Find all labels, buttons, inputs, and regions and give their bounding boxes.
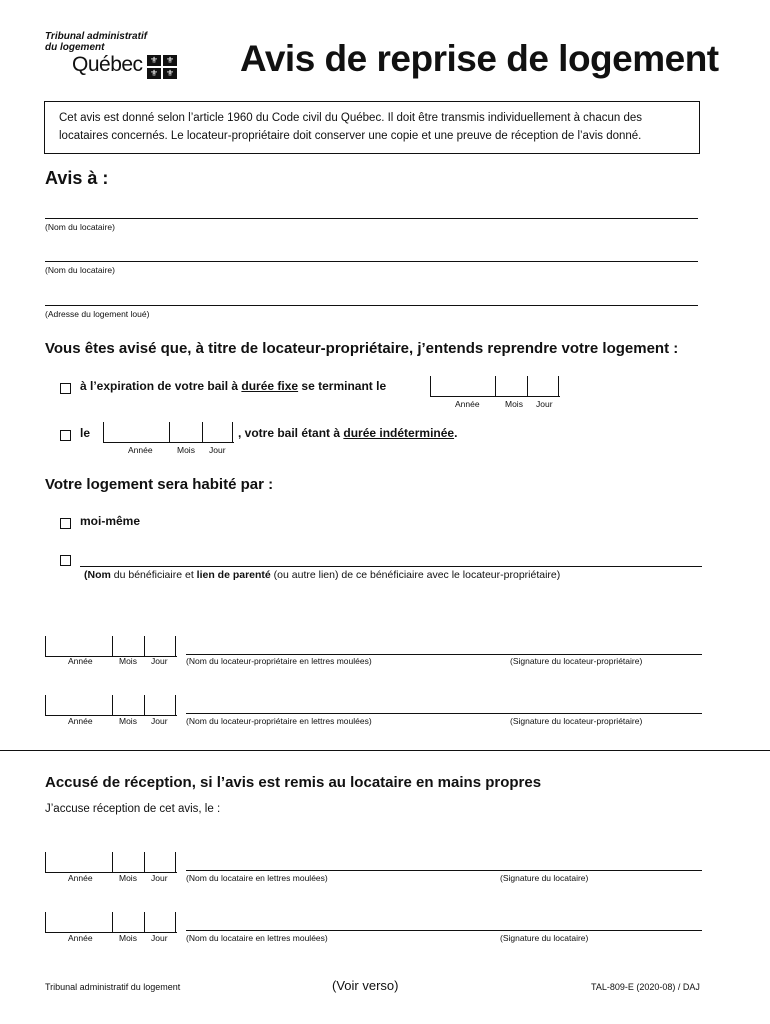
intro-text: Cet avis est donné selon l’article 1960 du Code civil du Québec. Il doit être transmis individuellement à chacun des locataires concernés. Le locateur-propriétaire doit conserver une copie et une preuve de réception de l’avis donné.	[59, 112, 642, 142]
beneficiary-checkbox[interactable]	[60, 555, 71, 566]
occupancy-heading: Votre logement sera habité par :	[45, 476, 274, 493]
tenant-signature-caption-1: (Signature du locataire)	[500, 873, 589, 883]
fixed-term-prefix: à l’expiration de votre bail à	[80, 379, 242, 393]
indeterminate-term-option	[238, 426, 457, 440]
beneficiary-text-2: (ou autre lien) de ce bénéficiaire avec le locateur-propriétaire)	[270, 569, 561, 581]
footer-center: (Voir verso)	[332, 978, 399, 993]
receipt-date-month-1: Mois	[119, 873, 137, 883]
date-label-month-2: Mois	[177, 445, 195, 455]
receipt-date-year-2: Année	[68, 933, 93, 943]
fleur-de-lys-icon: ⚜ ⚜ ⚜ ⚜	[147, 55, 177, 79]
landlord-date-day-2: Jour	[151, 716, 168, 726]
beneficiary-field[interactable]	[80, 566, 702, 567]
landlord-date-year-1: Année	[68, 656, 93, 666]
landlord-name-caption-2: (Nom du locateur-propriétaire en lettres moulées)	[186, 716, 372, 726]
beneficiary-bold-2: lien de parenté	[196, 569, 271, 581]
landlord-date-field-2[interactable]	[45, 695, 177, 716]
receipt-heading: Accusé de réception, si l’avis est remis au locataire en mains propres	[45, 774, 542, 791]
tenant-name-1-field[interactable]	[45, 218, 698, 219]
indeterminate-underlined: durée indéterminée	[343, 426, 455, 440]
indeterminate-prefix: le	[80, 426, 91, 440]
landlord-date-month-1: Mois	[119, 656, 137, 666]
self-option: moi-même	[80, 514, 141, 528]
landlord-date-field-1[interactable]	[45, 636, 177, 657]
date-label-month: Mois	[505, 399, 523, 409]
quebec-logo	[72, 53, 177, 79]
notice-heading: Vous êtes avisé que, à titre de locateur-propriétaire, j’entends reprendre votre logement :	[45, 340, 679, 357]
landlord-signature-caption-2: (Signature du locateur-propriétaire)	[510, 716, 643, 726]
footer-right: TAL-809-E (2020-08) / DAJ	[591, 982, 700, 992]
fixed-term-checkbox[interactable]	[60, 383, 71, 394]
date-label-day: Jour	[536, 399, 553, 409]
fixed-term-date-field[interactable]	[430, 376, 560, 397]
page-title: Avis de reprise de logement	[240, 38, 719, 79]
fixed-term-option	[80, 379, 386, 393]
tenant-signature-caption-2: (Signature du locataire)	[500, 933, 589, 943]
tenant-name-2-field[interactable]	[45, 261, 698, 262]
logo-line-1: Tribunal administratif	[45, 31, 148, 42]
tenant-name-caption-2: (Nom du locataire en lettres moulées)	[186, 933, 328, 943]
fixed-term-suffix: se terminant le	[298, 379, 387, 393]
indeterminate-term-checkbox[interactable]	[60, 430, 71, 441]
date-label-year: Année	[455, 399, 480, 409]
tenant-name-signature-field-2[interactable]	[186, 930, 702, 931]
landlord-date-year-2: Année	[68, 716, 93, 726]
receipt-date-day-2: Jour	[151, 933, 168, 943]
receipt-text: J’accuse réception de cet avis, le :	[45, 803, 221, 815]
fixed-term-underlined: durée fixe	[241, 379, 299, 393]
quebec-wordmark: Québec	[72, 53, 143, 76]
indeterminate-end: .	[454, 426, 458, 440]
beneficiary-text-1: du bénéficiaire et	[110, 569, 197, 581]
date-label-year-2: Année	[128, 445, 153, 455]
beneficiary-caption	[84, 569, 560, 581]
landlord-signature-caption-1: (Signature du locateur-propriétaire)	[510, 656, 643, 666]
self-checkbox[interactable]	[60, 518, 71, 529]
receipt-date-month-2: Mois	[119, 933, 137, 943]
tenant-name-caption-1: (Nom du locataire en lettres moulées)	[186, 873, 328, 883]
tenant-name-2-caption: (Nom du locataire)	[45, 265, 115, 275]
indeterminate-date-field[interactable]	[103, 422, 234, 443]
landlord-name-caption-1: (Nom du locateur-propriétaire en lettres moulées)	[186, 656, 372, 666]
receipt-date-field-1[interactable]	[45, 852, 177, 873]
intro-box	[44, 101, 700, 154]
tenant-name-signature-field-1[interactable]	[186, 870, 702, 871]
landlord-date-day-1: Jour	[151, 656, 168, 666]
address-caption: (Adresse du logement loué)	[45, 309, 150, 319]
logo-line-2: du logement	[45, 42, 105, 53]
notice-to-heading: Avis à :	[45, 168, 109, 188]
receipt-date-field-2[interactable]	[45, 912, 177, 933]
beneficiary-bold-1: (Nom	[84, 569, 111, 581]
landlord-name-signature-field-1[interactable]	[186, 654, 702, 655]
date-label-day-2: Jour	[209, 445, 226, 455]
footer-left: Tribunal administratif du logement	[45, 982, 181, 992]
receipt-date-day-1: Jour	[151, 873, 168, 883]
address-field[interactable]	[45, 305, 698, 306]
tenant-name-1-caption: (Nom du locataire)	[45, 222, 115, 232]
landlord-name-signature-field-2[interactable]	[186, 713, 702, 714]
section-divider	[0, 750, 770, 751]
landlord-date-month-2: Mois	[119, 716, 137, 726]
indeterminate-middle: , votre bail étant à	[238, 426, 344, 440]
receipt-date-year-1: Année	[68, 873, 93, 883]
